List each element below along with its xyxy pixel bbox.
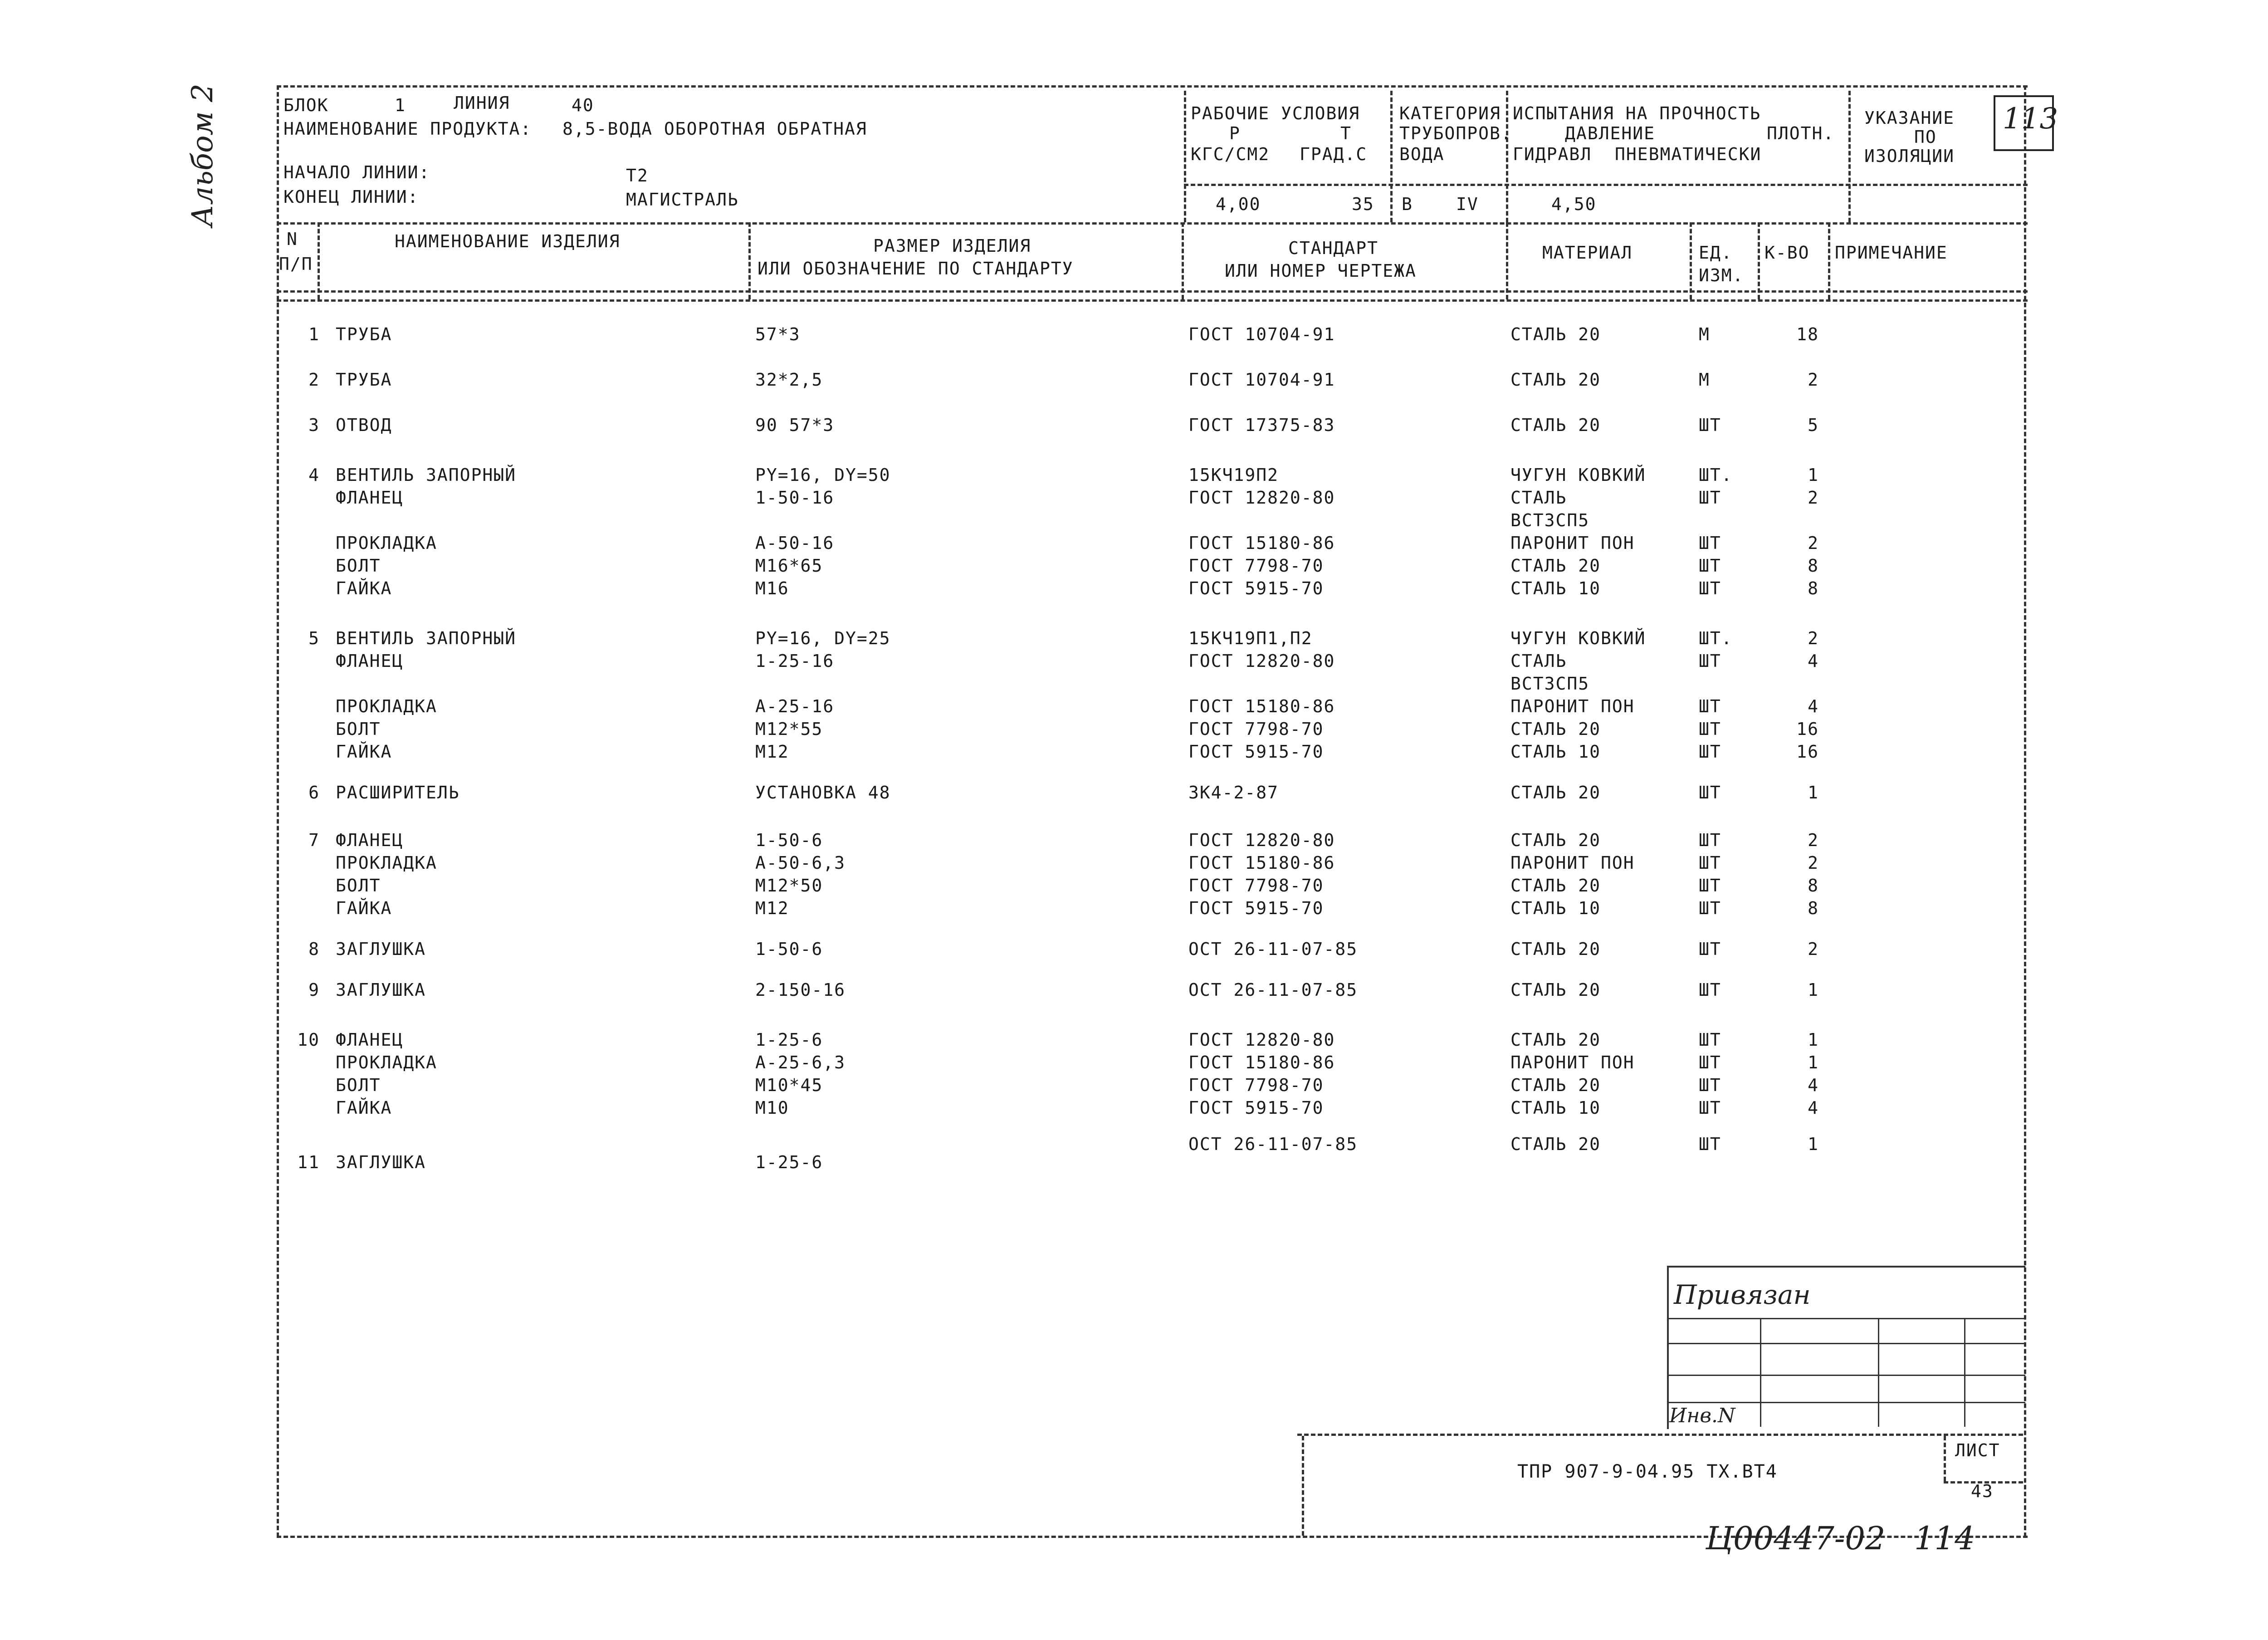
cell-mat: СТАЛЬ 10 (1510, 742, 1601, 762)
col-note: ПРИМЕЧАНИЕ (1835, 243, 1948, 263)
cell-mat: СТАЛЬ (1510, 651, 1567, 671)
cell-mat: ПАРОНИТ ПОН (1510, 533, 1635, 553)
cell-mat: СТАЛЬ 20 (1510, 1134, 1601, 1154)
cell-name: ФЛАНЕЦ (336, 830, 404, 850)
cell-size: 1-50-6 (755, 939, 823, 959)
pneumatic-label: ПНЕВМАТИЧЕСКИ (1615, 144, 1762, 164)
cell-size: УСТАНОВКА 48 (755, 783, 891, 803)
cell-qty: 2 (1808, 488, 1819, 508)
cell-size: 1-25-16 (755, 651, 835, 671)
category-label: КАТЕГОРИЯ (1399, 103, 1501, 123)
hydraulic-label: ГИДРАВЛ (1513, 144, 1592, 164)
cell-mat: СТАЛЬ 10 (1510, 1098, 1601, 1118)
cell-std: 3К4-2-87 (1188, 783, 1279, 803)
cell-size: А-25-16 (755, 696, 835, 716)
product-value: 8,5-ВОДА ОБОРОТНАЯ ОБРАТНАЯ (562, 119, 867, 139)
cell-size: А-50-6,3 (755, 853, 846, 873)
cell-unit: ШТ (1699, 651, 1721, 671)
cell-size: 57*3 (755, 324, 801, 344)
document-code: ТПР 907-9-04.95 ТХ.ВТ4 (1517, 1461, 1778, 1482)
hydro-value: 4,50 (1551, 194, 1597, 214)
cell-qty: 8 (1808, 578, 1819, 598)
col-std-2: ИЛИ НОМЕР ЧЕРТЕЖА (1225, 261, 1417, 281)
cell-qty: 8 (1808, 898, 1819, 918)
cell-size: М12 (755, 898, 789, 918)
cell-std: 15КЧ19П1,П2 (1188, 628, 1313, 648)
cell-mat: СТАЛЬ 20 (1510, 1030, 1601, 1050)
cell-qty: 2 (1808, 533, 1819, 553)
cell-qty: 16 (1796, 742, 1819, 762)
cell-mat: ВСТ3СП5 (1510, 674, 1590, 694)
cell-std: ГОСТ 10704-91 (1188, 370, 1335, 390)
cell-std: ГОСТ 15180-86 (1188, 533, 1335, 553)
p-value: 4,00 (1216, 194, 1261, 214)
cell-std: ГОСТ 5915-70 (1188, 1098, 1324, 1118)
cell-std: ГОСТ 15180-86 (1188, 696, 1335, 716)
cell-size: А-50-16 (755, 533, 835, 553)
col-size-1: РАЗМЕР ИЗДЕЛИЯ (873, 236, 1031, 256)
cell-name: БОЛТ (336, 876, 381, 896)
cell-name: ПРОКЛАДКА (336, 533, 437, 553)
cell-mat: СТАЛЬ 20 (1510, 783, 1601, 803)
cell-qty: 8 (1808, 556, 1819, 576)
cell-qty: 2 (1808, 939, 1819, 959)
cell-unit: ШТ (1699, 533, 1721, 553)
cell-name: ЗАГЛУШКА (336, 1152, 426, 1172)
cell-name: РАСШИРИТЕЛЬ (336, 783, 460, 803)
cell-mat: СТАЛЬ 20 (1510, 1075, 1601, 1095)
cell-std: ГОСТ 17375-83 (1188, 415, 1335, 435)
end-value: МАГИСТРАЛЬ (626, 190, 739, 210)
cell-num: 10 (297, 1030, 320, 1050)
cell-unit: ШТ (1699, 488, 1721, 508)
cell-size: 1-25-6 (755, 1152, 823, 1172)
cell-mat: СТАЛЬ 20 (1510, 830, 1601, 850)
cell-num: 2 (308, 370, 320, 390)
line-value: 40 (572, 95, 594, 115)
insulation-label-1: УКАЗАНИЕ (1864, 108, 1955, 128)
cell-std: ГОСТ 7798-70 (1188, 556, 1324, 576)
cell-std: ГОСТ 7798-70 (1188, 719, 1324, 739)
cell-qty: 4 (1808, 696, 1819, 716)
cell-name: ГАЙКА (336, 1098, 392, 1118)
cell-unit: М (1699, 324, 1710, 344)
cell-name: ТРУБА (336, 370, 392, 390)
cell-name: ВЕНТИЛЬ ЗАПОРНЫЙ (336, 628, 517, 648)
cell-mat: СТАЛЬ 20 (1510, 876, 1601, 896)
cell-mat: ВСТ3СП5 (1510, 510, 1590, 530)
line-label: ЛИНИЯ (454, 93, 510, 113)
cell-std: ГОСТ 12820-80 (1188, 1030, 1335, 1050)
medium-label: ВОДА (1399, 144, 1445, 164)
linked-label: Привязан (1674, 1279, 1811, 1310)
cell-qty: 2 (1808, 628, 1819, 648)
cell-std: ГОСТ 5915-70 (1188, 898, 1324, 918)
cell-unit: ШТ (1699, 830, 1721, 850)
cell-std: ГОСТ 10704-91 (1188, 324, 1335, 344)
group-value: В (1402, 194, 1413, 214)
cell-std: ГОСТ 5915-70 (1188, 742, 1324, 762)
cell-mat: СТАЛЬ (1510, 488, 1567, 508)
cell-unit: ШТ (1699, 742, 1721, 762)
cell-mat: СТАЛЬ 20 (1510, 719, 1601, 739)
cell-qty: 16 (1796, 719, 1819, 739)
t-label: Т (1340, 123, 1352, 143)
cell-num: 11 (297, 1152, 320, 1172)
cell-std: ГОСТ 12820-80 (1188, 488, 1335, 508)
cell-name: ПРОКЛАДКА (336, 1053, 437, 1072)
cell-qty: 1 (1808, 783, 1819, 803)
cell-size: М10 (755, 1098, 789, 1118)
cell-std: ОСТ 26-11-07-85 (1188, 939, 1358, 959)
cell-qty: 1 (1808, 1053, 1819, 1072)
cell-name: ТРУБА (336, 324, 392, 344)
cell-qty: 1 (1808, 465, 1819, 485)
p-label: Р (1229, 123, 1241, 143)
cell-size: А-25-6,3 (755, 1053, 846, 1072)
block-label: БЛОК (284, 95, 329, 115)
cell-size: М12*55 (755, 719, 823, 739)
page-number-bottom: 114 (1914, 1520, 1975, 1557)
cell-qty: 18 (1796, 324, 1819, 344)
cell-name: ФЛАНЕЦ (336, 1030, 404, 1050)
album-note: Альбом 2 (186, 83, 220, 227)
sheet-label: ЛИСТ (1955, 1440, 2000, 1460)
cell-std: 15КЧ19П2 (1188, 465, 1279, 485)
cell-unit: ШТ (1699, 415, 1721, 435)
cell-unit: ШТ (1699, 898, 1721, 918)
cell-qty: 1 (1808, 1030, 1819, 1050)
insulation-label-2: ПО (1914, 127, 1937, 147)
cell-size: 32*2,5 (755, 370, 823, 390)
inv-label: Инв.N (1669, 1404, 1735, 1427)
cell-num: 4 (308, 465, 320, 485)
cell-unit: ШТ (1699, 578, 1721, 598)
cell-name: ВЕНТИЛЬ ЗАПОРНЫЙ (336, 465, 517, 485)
cell-unit: ШТ (1699, 939, 1721, 959)
cell-size: 1-50-6 (755, 830, 823, 850)
cell-std: ГОСТ 12820-80 (1188, 830, 1335, 850)
cell-std: ГОСТ 7798-70 (1188, 1075, 1324, 1095)
cell-unit: ШТ (1699, 719, 1721, 739)
t-unit: ГРАД.С (1300, 144, 1368, 164)
p-unit: КГС/СМ2 (1191, 144, 1270, 164)
cell-name: БОЛТ (336, 1075, 381, 1095)
sheet-number: 43 (1971, 1481, 1994, 1501)
product-label: НАИМЕНОВАНИЕ ПРОДУКТА: (284, 119, 532, 139)
cell-name: БОЛТ (336, 719, 381, 739)
cell-unit: М (1699, 370, 1710, 390)
pipeline-label: ТРУБОПРОВ. (1399, 123, 1512, 143)
cell-qty: 2 (1808, 853, 1819, 873)
cell-unit: ШТ (1699, 783, 1721, 803)
cell-num: 8 (308, 939, 320, 959)
cell-unit: ШТ. (1699, 465, 1733, 485)
cell-name: ЗАГЛУШКА (336, 939, 426, 959)
col-std-1: СТАНДАРТ (1288, 238, 1379, 258)
block-value: 1 (395, 95, 406, 115)
cell-unit: ШТ (1699, 556, 1721, 576)
cell-name: БОЛТ (336, 556, 381, 576)
cell-mat: СТАЛЬ 20 (1510, 415, 1601, 435)
cell-num: 3 (308, 415, 320, 435)
cell-name: ГАЙКА (336, 578, 392, 598)
category-value: IV (1456, 194, 1479, 214)
start-value: Т2 (626, 166, 649, 186)
test-density-label: ПЛОТН. (1767, 123, 1835, 143)
start-label: НАЧАЛО ЛИНИИ: (284, 162, 430, 182)
cell-name: ГАЙКА (336, 742, 392, 762)
cell-mat: ЧУГУН КОВКИЙ (1510, 628, 1646, 648)
cell-qty: 4 (1808, 1075, 1819, 1095)
cell-size: 1-25-6 (755, 1030, 823, 1050)
cell-std: ОСТ 26-11-07-85 (1188, 980, 1358, 1000)
cell-size: М12 (755, 742, 789, 762)
cell-name: ОТВОД (336, 415, 392, 435)
t-value: 35 (1352, 194, 1374, 214)
col-material: МАТЕРИАЛ (1542, 243, 1633, 263)
cell-num: 5 (308, 628, 320, 648)
cell-mat: СТАЛЬ 20 (1510, 324, 1601, 344)
cell-mat: СТАЛЬ 20 (1510, 939, 1601, 959)
col-qty: К-ВО (1765, 243, 1810, 263)
cell-mat: СТАЛЬ 20 (1510, 556, 1601, 576)
cell-unit: ШТ (1699, 696, 1721, 716)
cell-num: 7 (308, 830, 320, 850)
cell-qty: 5 (1808, 415, 1819, 435)
archive-code: Ц00447-02 (1706, 1520, 1886, 1557)
cell-std: ГОСТ 7798-70 (1188, 876, 1324, 896)
cell-qty: 2 (1808, 370, 1819, 390)
strength-test-label: ИСПЫТАНИЯ НА ПРОЧНОСТЬ (1513, 103, 1761, 123)
cell-size: М10*45 (755, 1075, 823, 1095)
cell-num: 9 (308, 980, 320, 1000)
cell-num: 1 (308, 324, 320, 344)
cell-unit: ШТ (1699, 1134, 1721, 1154)
cell-unit: ШТ (1699, 876, 1721, 896)
end-label: КОНЕЦ ЛИНИИ: (284, 187, 419, 207)
cell-std: ГОСТ 5915-70 (1188, 578, 1324, 598)
cell-qty: 8 (1808, 876, 1819, 896)
cell-name: ФЛАНЕЦ (336, 488, 404, 508)
cell-size: М16 (755, 578, 789, 598)
col-num-2: П/П (279, 254, 313, 274)
cell-mat: СТАЛЬ 10 (1510, 578, 1601, 598)
cell-size: 2-150-16 (755, 980, 846, 1000)
cell-name: ГАЙКА (336, 898, 392, 918)
cell-size: М16*65 (755, 556, 823, 576)
cell-name: ФЛАНЕЦ (336, 651, 404, 671)
cell-qty: 4 (1808, 651, 1819, 671)
cell-size: 90 57*3 (755, 415, 835, 435)
cell-size: М12*50 (755, 876, 823, 896)
col-name: НАИМЕНОВАНИЕ ИЗДЕЛИЯ (395, 231, 621, 251)
cell-mat: ПАРОНИТ ПОН (1510, 696, 1635, 716)
cell-name: ПРОКЛАДКА (336, 696, 437, 716)
col-size-2: ИЛИ ОБОЗНАЧЕНИЕ ПО СТАНДАРТУ (758, 259, 1074, 279)
cell-unit: ШТ (1699, 1053, 1721, 1072)
cell-mat: СТАЛЬ 10 (1510, 898, 1601, 918)
cell-unit: ШТ (1699, 853, 1721, 873)
cell-qty: 2 (1808, 830, 1819, 850)
cell-std: ОСТ 26-11-07-85 (1188, 1134, 1358, 1154)
cell-size: 1-50-16 (755, 488, 835, 508)
cell-qty: 1 (1808, 980, 1819, 1000)
cell-size: PY=16, DY=50 (755, 465, 891, 485)
cell-unit: ШТ (1699, 980, 1721, 1000)
col-unit-1: ЕД. (1699, 243, 1733, 263)
cell-mat: СТАЛЬ 20 (1510, 980, 1601, 1000)
cell-num: 6 (308, 783, 320, 803)
cell-mat: СТАЛЬ 20 (1510, 370, 1601, 390)
cell-mat: ЧУГУН КОВКИЙ (1510, 465, 1646, 485)
col-unit-2: ИЗМ. (1699, 265, 1744, 285)
page-number-top: 113 (2003, 102, 2058, 136)
cell-qty: 4 (1808, 1098, 1819, 1118)
cell-name: ЗАГЛУШКА (336, 980, 426, 1000)
cell-mat: ПАРОНИТ ПОН (1510, 853, 1635, 873)
cell-std: ГОСТ 12820-80 (1188, 651, 1335, 671)
cell-name: ПРОКЛАДКА (336, 853, 437, 873)
cell-unit: ШТ. (1699, 628, 1733, 648)
cell-unit: ШТ (1699, 1030, 1721, 1050)
insulation-label-3: ИЗОЛЯЦИИ (1864, 146, 1955, 166)
cell-unit: ШТ (1699, 1075, 1721, 1095)
cell-unit: ШТ (1699, 1098, 1721, 1118)
cell-std: ГОСТ 15180-86 (1188, 853, 1335, 873)
work-conditions-label: РАБОЧИЕ УСЛОВИЯ (1191, 103, 1360, 123)
col-num-1: N (287, 229, 298, 249)
cell-size: PY=16, DY=25 (755, 628, 891, 648)
cell-mat: ПАРОНИТ ПОН (1510, 1053, 1635, 1072)
cell-qty: 1 (1808, 1134, 1819, 1154)
test-pressure-label: ДАВЛЕНИЕ (1565, 123, 1656, 143)
cell-std: ГОСТ 15180-86 (1188, 1053, 1335, 1072)
